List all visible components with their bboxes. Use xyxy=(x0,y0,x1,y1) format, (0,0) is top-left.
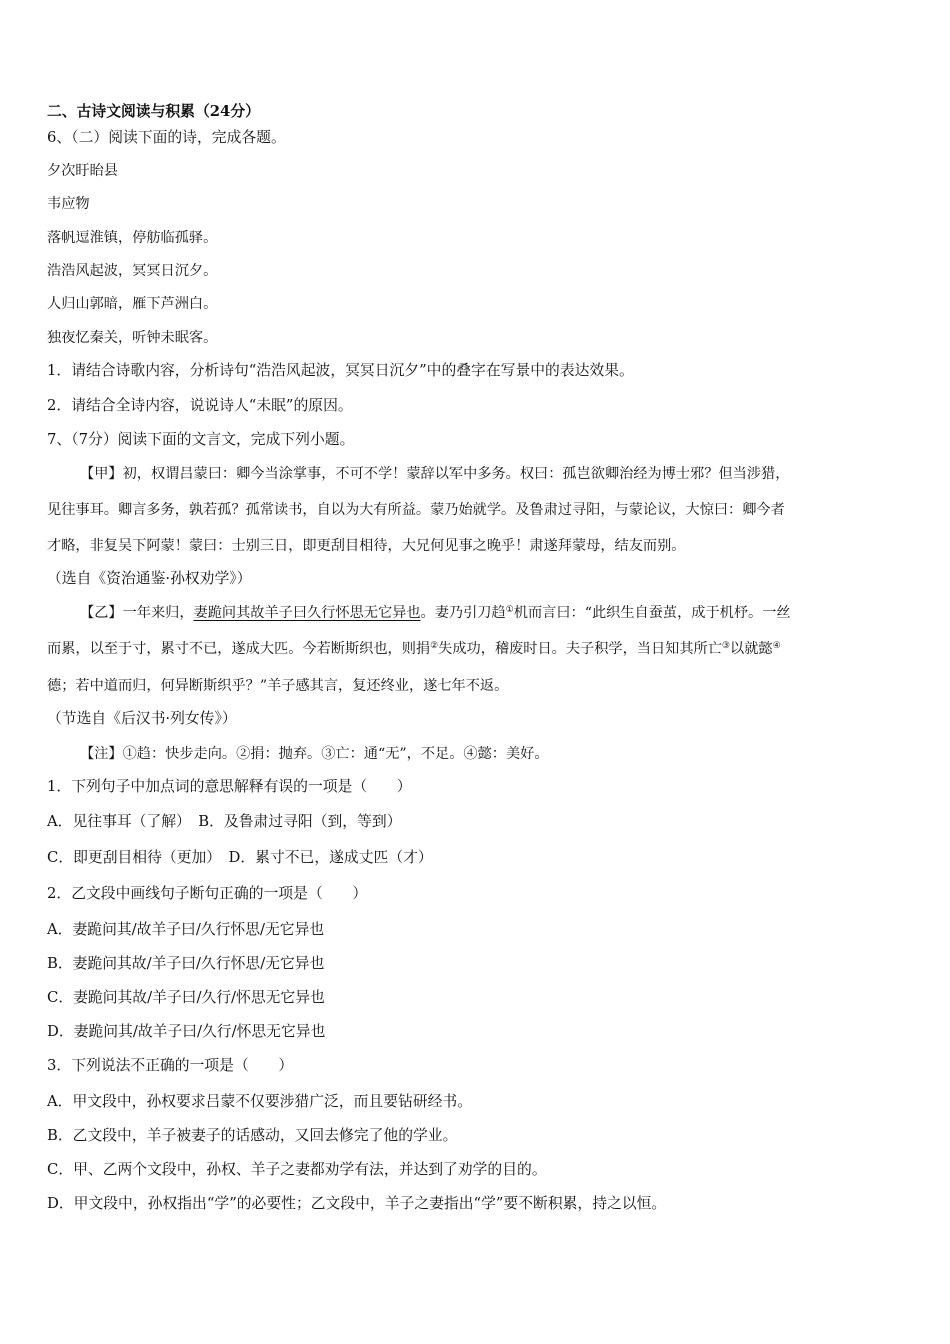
footnote-marker: ① xyxy=(505,605,514,615)
footnote-marker: ③ xyxy=(721,641,730,651)
passage-yi-line: 德；若中道而归，何异断斯织乎？”羊子感其言，复还终业，遂七年不返。 xyxy=(47,678,509,694)
passage-yi-line xyxy=(80,602,910,624)
sub3-option: A．甲文段中，孙权要求吕蒙不仅要涉猎广泛，而且要钻研经书。 xyxy=(47,1093,473,1110)
passage-yi-text: 【乙】一年来归， xyxy=(80,605,194,621)
section-title: 二、古诗文阅读与积累（24分） xyxy=(47,103,260,120)
passage-jia-source: （选自《资治通鉴·孙权劝学》） xyxy=(47,570,252,587)
sub3-option: D．甲文段中，孙权指出“学”的必要性；乙文段中，羊子之妻指出“学”要不断积累，持之以恒。 xyxy=(47,1195,667,1212)
sub1-options-cd: C．即更刮目相待（更加） D．累寸不已，遂成丈匹（才） xyxy=(47,849,433,866)
passage-jia-line: 见往事耳。卿言多务，孰若孤？孤常读书，自以为大有所益。蒙乃始就学。及鲁肃过寻阳，与蒙论议，大惊曰：卿今者 xyxy=(47,502,785,518)
sub1-stem: 1．下列句子中加点词的意思解释有误的一项是（ ） xyxy=(47,778,412,795)
poem-author: 韦应物 xyxy=(47,196,90,212)
passage-yi-line xyxy=(47,638,910,660)
passage-yi-text: 以就懿 xyxy=(730,641,773,657)
sub3-option: B．乙文段中，羊子被妻子的话感动，又回去修完了他的学业。 xyxy=(47,1127,458,1144)
sub2-option: D．妻跪问其/故羊子曰/久行/怀思无它异也 xyxy=(47,1023,326,1040)
q6-question-1: 1．请结合诗歌内容，分析诗句“浩浩风起波，冥冥日沉夕”中的叠字在写景中的表达效果。 xyxy=(47,362,634,379)
poem-line: 落帆逗淮镇，停舫临孤驿。 xyxy=(47,230,218,246)
poem-line: 人归山郭暗，雁下芦洲白。 xyxy=(47,296,218,312)
passage-yi-text: 机而言曰：“此织生自蚕茧，成于机杼。一丝 xyxy=(513,605,791,621)
poem-line: 浩浩风起波，冥冥日沉夕。 xyxy=(47,263,218,279)
q6-intro: 6、（二）阅读下面的诗，完成各题。 xyxy=(47,129,286,146)
sub3-option: C．甲、乙两个文段中，孙权、羊子之妻都劝学有法，并达到了劝学的目的。 xyxy=(47,1161,547,1178)
sub2-option: C．妻跪问其故/羊子曰/久行/怀思无它异也 xyxy=(47,989,325,1006)
sub2-option: A．妻跪问其/故羊子曰/久行怀思/无它异也 xyxy=(47,921,325,938)
underlined-sentence: 妻跪问其故羊子曰久行怀思无它异也 xyxy=(193,605,421,621)
footnote-marker: ④ xyxy=(772,641,781,651)
passage-jia-line: 【甲】初，权谓吕蒙曰：卿今当涂掌事，不可不学！蒙辞以军中多务。权曰：孤岂欲卿治经为博士邪？但当涉猎， xyxy=(80,466,790,482)
passage-yi-text: 。妻乃引刀趋 xyxy=(420,605,506,621)
footnote-marker: ② xyxy=(430,641,439,651)
sub2-stem: 2．乙文段中画线句子断句正确的一项是（ ） xyxy=(47,885,368,902)
sub2-option: B．妻跪问其故/羊子曰/久行怀思/无它异也 xyxy=(47,955,325,972)
poem-line: 独夜忆秦关，听钟未眠客。 xyxy=(47,330,218,346)
sub1-options-ab: A．见往事耳（了解） B．及鲁肃过寻阳（到，等到） xyxy=(47,813,402,830)
poem-title: 夕次盱眙县 xyxy=(47,163,118,179)
passage-yi-text: 而累，以至于寸，累寸不已，遂成大匹。今若断斯织也，则捐 xyxy=(47,641,431,657)
passage-yi-source: （节选自《后汉书·列女传》） xyxy=(47,710,237,727)
annotation-note: 【注】①趋：快步走向。②捐：抛弃。③亡：通“无”，不足。④懿：美好。 xyxy=(80,746,549,762)
q7-intro: 7、（7分）阅读下面的文言文，完成下列小题。 xyxy=(47,431,355,448)
passage-yi-text: 失成功，稽废时日。夫子积学，当日知其所亡 xyxy=(438,641,722,657)
passage-jia-line: 才略，非复吴下阿蒙！蒙曰：士别三日，即更刮目相待，大兄何见事之晚乎！肃遂拜蒙母，结友而别。 xyxy=(47,538,686,554)
sub3-stem: 3．下列说法不正确的一项是（ ） xyxy=(47,1057,294,1074)
q6-question-2: 2．请结合全诗内容，说说诗人“未眠”的原因。 xyxy=(47,397,353,414)
